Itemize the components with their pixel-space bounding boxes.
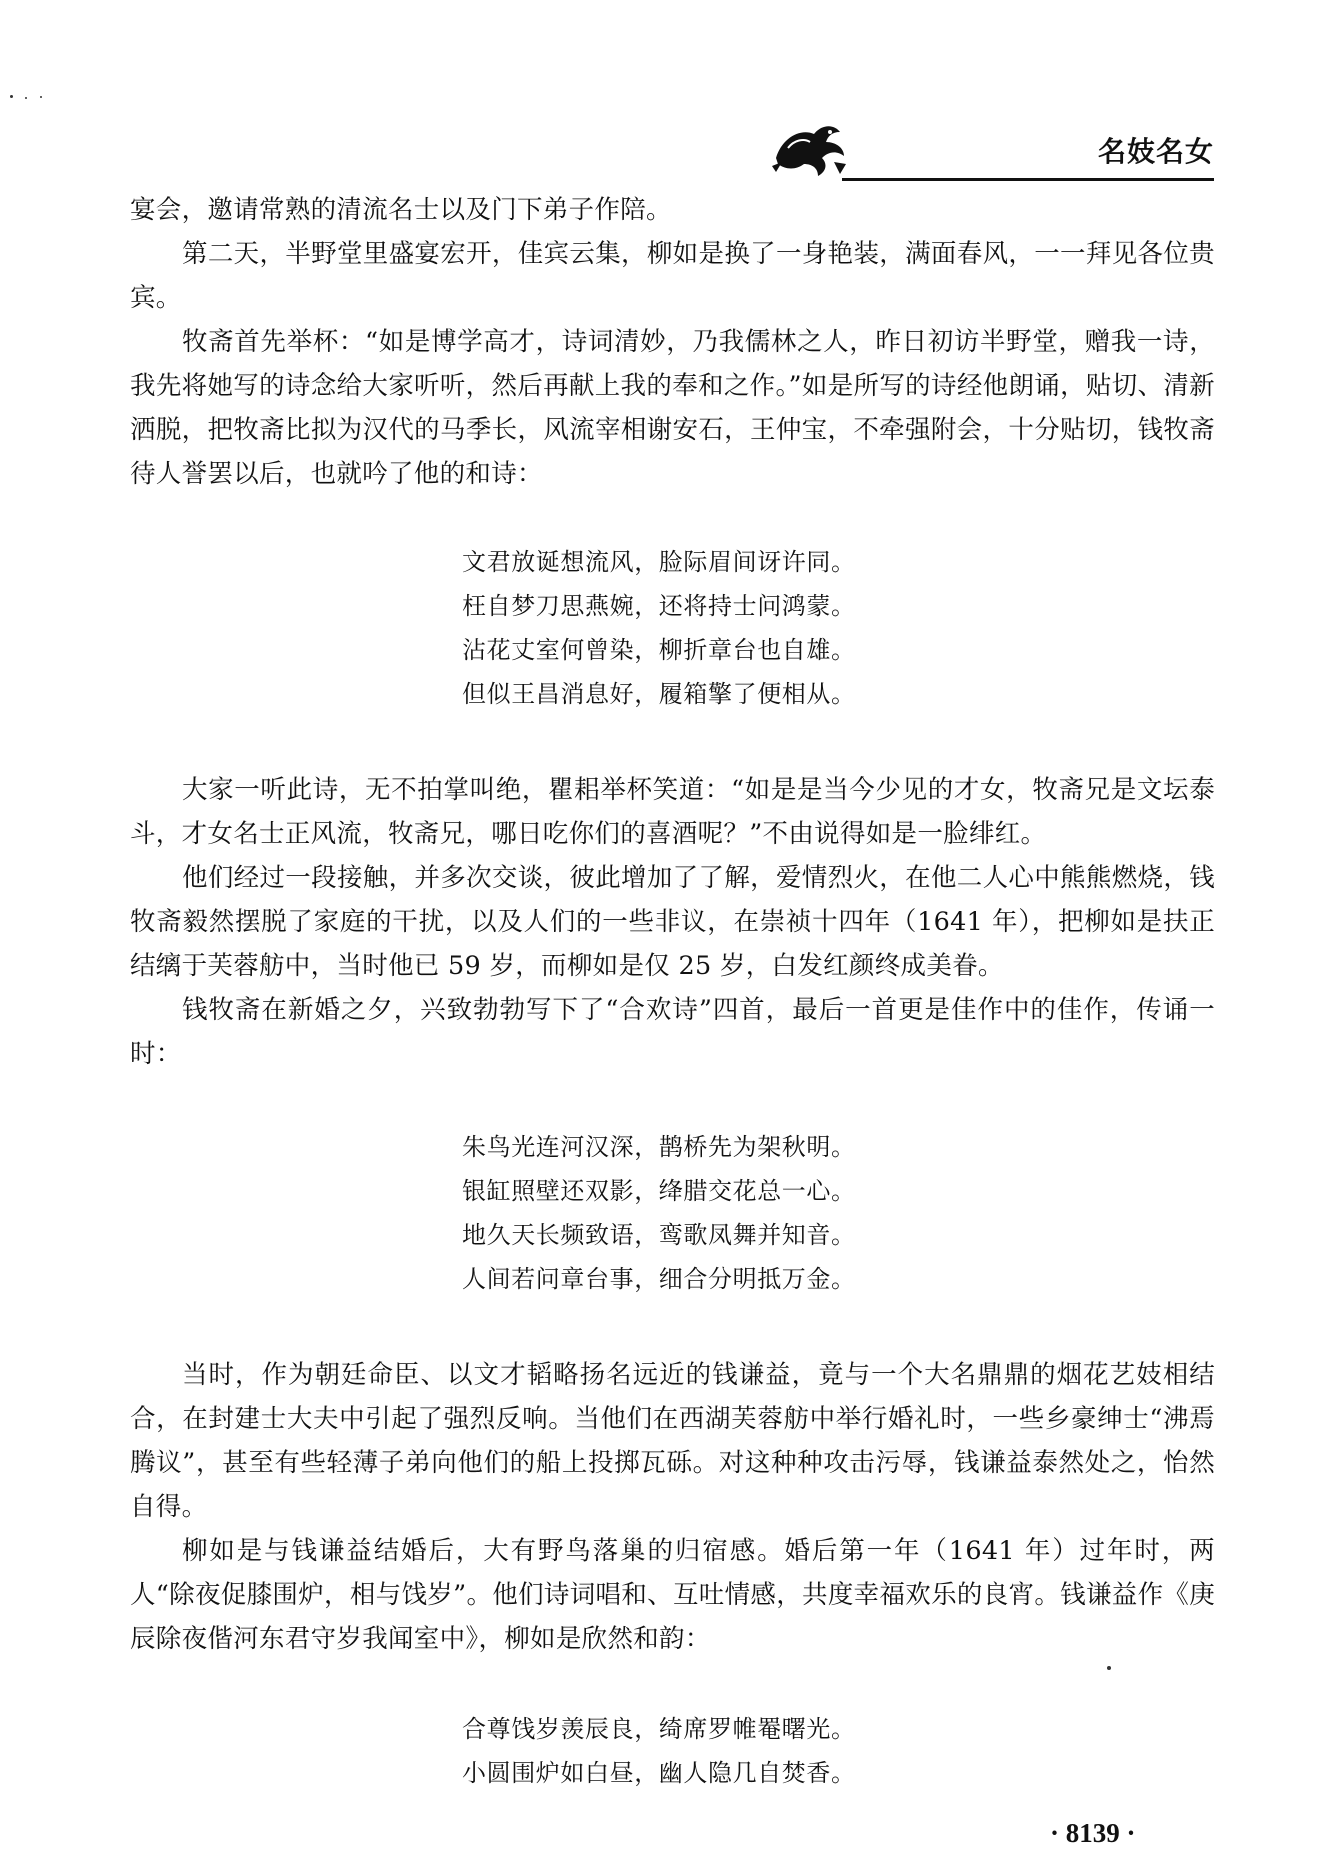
text-block-3 [130,1353,1215,1661]
paragraph: 他们经过一段接触，并多次交谈，彼此增加了了解，爱情烈火，在他二人心中熊熊燃烧，钱牧斋毅然摆脱了家庭的干扰，以及人们的一些非议，在崇祯十四年（1641 年），把柳如是扶正结缡于芙蓉舫中，当时他已 59 岁，而柳如是仅 25 岁，白发红颜终成美眷。 [130,863,1215,981]
poem-line: 枉自梦刀思燕婉，还将持士问鸿蒙。 [462,592,856,620]
poem-line: 地久天长频致语，鸾歌凤舞并知音。 [462,1221,856,1249]
poem-line: 银缸照壁还双影，绛腊交花总一心。 [462,1177,856,1205]
page-number: · 8139 · [1050,1818,1136,1848]
scan-speck [25,97,27,99]
dragon-emblem-icon [770,118,850,180]
scan-speck [1107,1666,1111,1670]
poem-1 [462,540,982,716]
poem-line: 但似王昌消息好，履箱擎了便相从。 [462,680,856,708]
text-block-2 [130,768,1215,1076]
paragraph: 宴会，邀请常熟的清流名士以及门下弟子作陪。 [130,195,672,225]
scan-speck [10,95,13,98]
running-header [762,110,1214,190]
poem-2 [462,1125,982,1301]
poem-line: 合尊饯岁羡辰良，绮席罗帷罨曙光。 [462,1715,856,1743]
poem-line: 沾花丈室何曾染，柳折章台也自雄。 [462,636,856,664]
text-block-1 [130,188,1215,496]
paragraph: 钱牧斋在新婚之夕，兴致勃勃写下了“合欢诗”四首，最后一首更是佳作中的佳作，传诵一时： [130,995,1215,1069]
scan-speck [40,96,42,98]
paragraph: 第二天，半野堂里盛宴宏开，佳宾云集，柳如是换了一身艳装，满面春风，一一拜见各位贵宾。 [130,239,1215,313]
poem-3 [462,1707,982,1795]
paragraph: 大家一听此诗，无不拍掌叫绝，瞿耜举杯笑道：“如是是当今少见的才女，牧斋兄是文坛泰斗，才女名士正风流，牧斋兄，哪日吃你们的喜酒呢？”不由说得如是一脸绯红。 [130,775,1215,849]
paragraph: 柳如是与钱谦益结婚后，大有野鸟落巢的归宿感。婚后第一年（1641 年）过年时，两人“除夜促膝围炉，相与饯岁”。他们诗词唱和、互吐情感，共度幸福欢乐的良宵。钱谦益作《庚辰除夜偕河东君守岁我闻室中》，柳如是欣然和韵： [130,1536,1215,1654]
section-title: 名妓名女 [1097,135,1214,168]
paragraph: 牧斋首先举杯：“如是博学高才，诗词清妙，乃我儒林之人，昨日初访半野堂，赠我一诗，我先将她写的诗念给大家听听，然后再献上我的奉和之作。”如是所写的诗经他朗诵，贴切、清新洒脱，把牧斋比拟为汉代的马季长，风流宰相谢安石，王仲宝，不牵强附会，十分贴切，钱牧斋待人誉罢以后，也就吟了他的和诗： [130,327,1215,489]
poem-line: 朱鸟光连河汉深，鹊桥先为架秋明。 [462,1133,856,1161]
paragraph: 当时，作为朝廷命臣、以文才韬略扬名远近的钱谦益，竟与一个大名鼎鼎的烟花艺妓相结合，在封建士大夫中引起了强烈反响。当他们在西湖芙蓉舫中举行婚礼时，一些乡豪绅士“沸焉腾议”，甚至有些轻薄子弟向他们的船上投掷瓦砾。对这种种攻击污辱，钱谦益泰然处之，怡然自得。 [130,1360,1215,1522]
header-rule [842,178,1214,181]
poem-line: 人间若问章台事，细合分明抵万金。 [462,1265,856,1293]
poem-line: 文君放诞想流风，脸际眉间讶许同。 [462,548,856,576]
poem-line: 小圆围炉如白昼，幽人隐几自焚香。 [462,1759,856,1787]
